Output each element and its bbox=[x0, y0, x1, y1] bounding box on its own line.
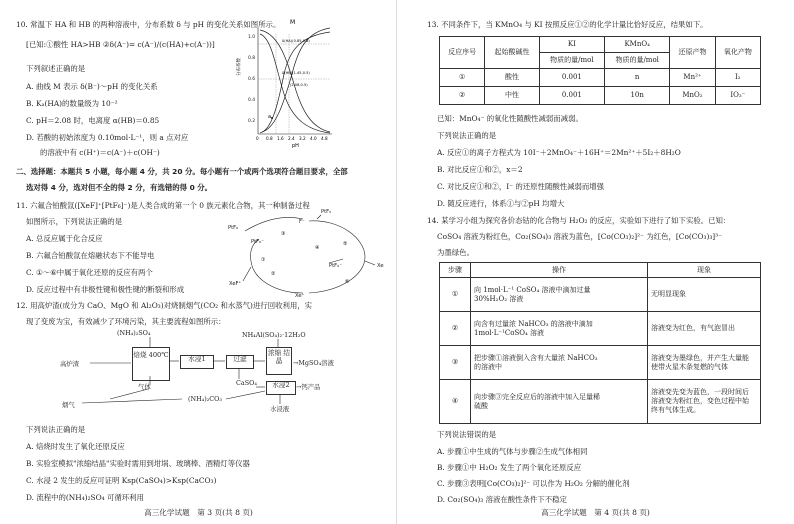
species-xef-plus: XeF⁺ bbox=[229, 281, 242, 287]
q13-note: 已知：MnO₄⁻ 的氧化性随酸性减弱而减弱。 bbox=[437, 114, 583, 123]
q14-line3: 为墨绿色。 bbox=[437, 248, 474, 257]
cell: IO₃⁻ bbox=[715, 87, 760, 105]
right-page bbox=[397, 0, 794, 524]
q12-option-c: C. 水浸 2 发生的反应可证明 Ksp(CaSO₄)>Ksp(CaCO₃) bbox=[26, 476, 217, 485]
flow-leach1-box: 水浸1 bbox=[180, 355, 214, 369]
cell: MnO₂ bbox=[670, 87, 715, 105]
species-ptf6-minus-2: PtF₆⁻ bbox=[329, 263, 342, 269]
flow-product: →钙产品 bbox=[296, 383, 321, 391]
q13-option-c: C. 对比反应①和②，I⁻ 的还原性随酸性减弱而增强 bbox=[437, 182, 605, 191]
q12-option-d: D. 流程中的(NH₄)₂SO₄ 可循环利用 bbox=[26, 493, 144, 502]
cell: 10n bbox=[605, 87, 670, 105]
cell: n bbox=[605, 69, 670, 87]
cell-line: 溶液变为墨绿色，并产生大量能 bbox=[651, 353, 749, 362]
q13-head-ki-unit: 物质的量/mol bbox=[539, 53, 604, 69]
q13-option-a: A. 反应①的离子方程式为 10I⁻＋2MnO₄⁻＋16H⁺＝2Mn²⁺＋5I₂＋8H₂O bbox=[437, 148, 681, 157]
x-tick-6: 4.8 bbox=[321, 136, 328, 141]
q14-option-a: A. 步骤①中生成的气体与步骤②生成气体相同 bbox=[437, 447, 588, 456]
q14-line1: 14. 某学习小组为探究各价态钴的化合物与 H₂O₂ 的反应，实验如下进行了如下实验。已知： bbox=[427, 216, 731, 225]
table-row bbox=[440, 346, 761, 380]
cell-line: 溶液变先变为蓝色，一段时间后 bbox=[651, 388, 749, 397]
q10-option-c: C. pH＝2.08 时，电离度 α(HB)＝0.85 bbox=[26, 116, 160, 125]
cell-line: 30%H₂O₂ 溶液 bbox=[474, 294, 524, 303]
page-footer-left: 高三化学试题 第 3 页(共 8 页) bbox=[144, 508, 253, 517]
section2-line2: 选对得 4 分，选对但不全的得 2 分，有选错的得 0 分。 bbox=[26, 183, 213, 192]
flow-conc-box: 浓缩 结晶 bbox=[266, 347, 292, 375]
cell-line: 溶液变为粉红色，变色过程中始 bbox=[651, 397, 749, 406]
section2-line1: 二、选择题：本题共 5 小题，每小题 4 分，共 20 分。每小题有一个或两个选项符合题目要求，全部 bbox=[16, 167, 348, 176]
flow-slag: 高炉渣 bbox=[60, 360, 80, 368]
cell: 酸性 bbox=[485, 69, 539, 87]
step-6: ⑥ bbox=[345, 279, 350, 285]
cell: ② bbox=[440, 87, 485, 105]
flow-filter-box: 过滤 bbox=[226, 355, 254, 369]
cell-line: 1mol·L⁻¹CoSO₄ 溶液 bbox=[474, 328, 545, 337]
cell: I₂ bbox=[715, 69, 760, 87]
q13-prompt: 下列说法正确的是 bbox=[437, 131, 497, 140]
species-ptf6-minus: PtF₆⁻ bbox=[251, 239, 264, 245]
cell-line: 硫酸 bbox=[474, 401, 488, 410]
cell-line: 把步骤①溶液倒入含有大量浓 NaHCO₃ bbox=[474, 353, 598, 362]
q13-head-seq: 反应序号 bbox=[440, 37, 485, 69]
q11-option-c: C. ①～⑥中属于氧化还原的反应有两个 bbox=[26, 268, 153, 277]
q13-stem: 13. 不同条件下，当 KMnO₄ 与 KI 按照反应①②的化学计量比恰好反应，结果如下。 bbox=[427, 20, 708, 29]
flow-alum: NH₄Al(SO₄)₂·12H₂O bbox=[242, 331, 306, 339]
cell-line: 使带火星木条复燃的气体 bbox=[651, 362, 728, 371]
q10-distribution-chart bbox=[236, 14, 336, 149]
q11-cycle-diagram bbox=[225, 205, 395, 300]
x-tick-2: 1.6 bbox=[277, 136, 284, 141]
q14-table bbox=[439, 262, 761, 424]
q13-head-kmno4: KMnO₄ bbox=[605, 37, 670, 53]
q10-option-d: D. 若酸的初始浓度为 0.10mol·L⁻¹，则 a 点对应 bbox=[26, 133, 189, 142]
q13-head-acidity: 起始酸碱性 bbox=[485, 37, 539, 69]
q11-option-a: A. 总反应属于化合反应 bbox=[26, 234, 103, 243]
q14-head-step: 步骤 bbox=[440, 263, 471, 278]
species-f-minus: F⁻ bbox=[299, 219, 305, 225]
cell-line: 无明显现象 bbox=[651, 290, 686, 299]
q13-head-oxidized: 氧化产物 bbox=[715, 37, 760, 69]
cell-line: 终有气体生成。 bbox=[651, 405, 700, 414]
flow-flue: 烟气 bbox=[62, 401, 75, 409]
y-tick-1: 1.0 bbox=[248, 35, 256, 40]
cell-line: 向 1mol·L⁻¹ CoSO₄ 溶液中滴加过量 bbox=[474, 285, 591, 294]
q12-option-b: B. 实验室模拟"浓缩结晶"实验时需用到坩埚、玻璃棒、酒精灯等仪器 bbox=[26, 459, 250, 468]
q13-head-ki: KI bbox=[539, 37, 604, 53]
cell: ① bbox=[440, 278, 471, 312]
cell: ④ bbox=[440, 380, 471, 424]
x-tick-1: 0.8 bbox=[266, 136, 273, 141]
q12-line2: 现了变废为宝，有效减少了环境污染，其主要流程如图所示： bbox=[26, 317, 226, 326]
q14-prompt: 下列说法错误的是 bbox=[437, 430, 497, 439]
species-ptf6: PtF₆ bbox=[228, 225, 239, 231]
step-4: ④ bbox=[315, 245, 320, 251]
chart-m-label: M bbox=[290, 19, 296, 26]
curve-label-point: (2.08,0.5) bbox=[290, 83, 308, 87]
cell-line: 向含有过量浓 NaHCO₃ 的溶液中滴加 bbox=[474, 319, 593, 328]
species-ptf5: PtF₅ bbox=[321, 209, 332, 215]
flow-caso4: CaSO₄ bbox=[236, 379, 257, 387]
q11-option-b: B. 六氟合铂酸氙在熔融状态下不能导电 bbox=[26, 251, 155, 260]
q12-flowchart bbox=[20, 327, 350, 417]
cell: ① bbox=[440, 69, 485, 87]
q14-line2: CoSO₄ 溶液为粉红色，Co₂(SO₄)₃ 溶液为蓝色，[Co(CO₃)₂]²⁻ 为红色，[Co(CO₃)₃]³⁻ bbox=[437, 232, 723, 241]
cell: 0.001 bbox=[539, 69, 604, 87]
q10-option-a: A. 曲线 M 表示 δ(B⁻)～pH 的变化关系 bbox=[26, 82, 158, 91]
q11-line1: 11. 六氟合铂酸氙([XeF]⁺[PtF₆]⁻)是人类合成的第一个 0 族元素化合物，其一种制备过程 bbox=[16, 201, 310, 210]
cell-line: 溶液变为红色，有气泡冒出 bbox=[651, 324, 735, 333]
step-5: ⑤ bbox=[343, 241, 348, 247]
q14-option-b: B. 步骤①中 H₂O₂ 发生了两个氧化还原反应 bbox=[437, 463, 582, 472]
q12-option-a: A. 焙烧时发生了氧化还原反应 bbox=[26, 442, 125, 451]
q13-table bbox=[439, 36, 761, 105]
q10-prompt: 下列叙述正确的是 bbox=[26, 64, 86, 73]
page-footer-right: 高三化学试题 第 4 页(共 8 页) bbox=[541, 508, 650, 517]
cell-line: 向步骤③完全反应后的溶液中加入足量稀 bbox=[474, 392, 600, 401]
cell-line: 的溶液中 bbox=[474, 362, 502, 371]
flow-mgso4: →MgSO₄溶液 bbox=[293, 359, 334, 367]
q14-option-d: D. Co₂(SO₄)₃ 溶液在酸性条件下不稳定 bbox=[437, 495, 567, 504]
q14-head-op: 操作 bbox=[471, 263, 648, 278]
q14-option-c: C. 步骤③表明[Co(CO₃)₂]²⁻ 可以作为 H₂O₂ 分解的催化剂 bbox=[437, 479, 630, 488]
species-xe-plus: Xe⁺ bbox=[295, 293, 305, 299]
x-tick-3: 2.4 bbox=[288, 136, 295, 141]
table-row bbox=[440, 87, 761, 105]
q10-given: [已知:①酸性 HA>HB ②δ(A⁻)= c(A⁻)/(c(HA)+c(A⁻))] bbox=[26, 40, 215, 49]
curve-label-hb: δ(HB)(1.45,0.5) bbox=[282, 71, 310, 75]
y-axis-title: 分布系数 bbox=[237, 58, 242, 76]
step-1: ① bbox=[261, 257, 266, 263]
step-2: ② bbox=[271, 271, 276, 277]
y-tick-3: 0.6 bbox=[248, 77, 256, 82]
q13-option-b: B. 对比反应①和②，x＝2 bbox=[437, 165, 523, 174]
step-3: ③ bbox=[281, 231, 286, 237]
table-row bbox=[440, 278, 761, 312]
q14-head-obs: 现象 bbox=[648, 263, 761, 278]
q11-option-d: D. 反应过程中有非极性键和极性键的断裂和形成 bbox=[26, 285, 185, 294]
flow-nh4-2so4: (NH₄)₂SO₄ bbox=[117, 329, 151, 337]
q13-option-d: D. 随反应进行，体系①与②pH 均增大 bbox=[437, 199, 565, 208]
y-tick-5: 0.2 bbox=[248, 119, 256, 124]
q13-head-kmno4-unit: 物质的量/mol bbox=[605, 53, 670, 69]
q13-head-reduced: 还原产物 bbox=[670, 37, 715, 69]
cell: 中性 bbox=[485, 87, 539, 105]
flow-leachate: 水浸液 bbox=[270, 405, 290, 413]
flow-leach2-box: 水浸2 bbox=[266, 381, 296, 395]
q10-option-d-cont: 的溶液中有 c(H⁺)＝c(A⁻)＋c(OH⁻) bbox=[40, 148, 160, 157]
x-axis-title: pH bbox=[292, 143, 299, 149]
x-tick-4: 3.2 bbox=[299, 136, 306, 141]
flow-nh4co3: (NH₄)₂CO₃ bbox=[188, 395, 222, 403]
q10-option-b: B. Kₐ(HA)的数量级为 10⁻² bbox=[26, 99, 118, 108]
table-row bbox=[440, 312, 761, 346]
table-row bbox=[440, 69, 761, 87]
x-tick-0: 0 bbox=[256, 136, 259, 141]
cell: 0.001 bbox=[539, 87, 604, 105]
q12-line1: 12. 用高炉渣(成分为 CaO、MgO 和 Al₂O₃)对烧制烟气(CO₂ 和水蒸气)进行回收利用，实 bbox=[16, 301, 313, 310]
y-tick-4: 0.4 bbox=[248, 98, 256, 103]
flow-roast-box: 焙烧 400℃ bbox=[132, 347, 170, 381]
cell: ② bbox=[440, 312, 471, 346]
q11-line2: 如图所示，下列说法正确的是 bbox=[26, 217, 123, 226]
cell: Mn²⁺ bbox=[670, 69, 715, 87]
x-tick-5: 4.0 bbox=[310, 136, 317, 141]
point-a: a bbox=[268, 114, 272, 120]
flow-gas: 气体 bbox=[138, 383, 151, 391]
q10-stem: 10. 常温下 HA 和 HB 的两种溶液中，分布系数 δ 与 pH 的变化关系如图所示。 bbox=[16, 20, 281, 29]
cell: ③ bbox=[440, 346, 471, 380]
y-tick-2: 0.8 bbox=[248, 56, 256, 61]
curve-label-ha: δ(HA)(0.85,0.8) bbox=[282, 39, 310, 43]
species-xe: Xe bbox=[377, 263, 384, 269]
q12-prompt: 下列说法正确的是 bbox=[26, 425, 86, 434]
table-row bbox=[440, 380, 761, 424]
